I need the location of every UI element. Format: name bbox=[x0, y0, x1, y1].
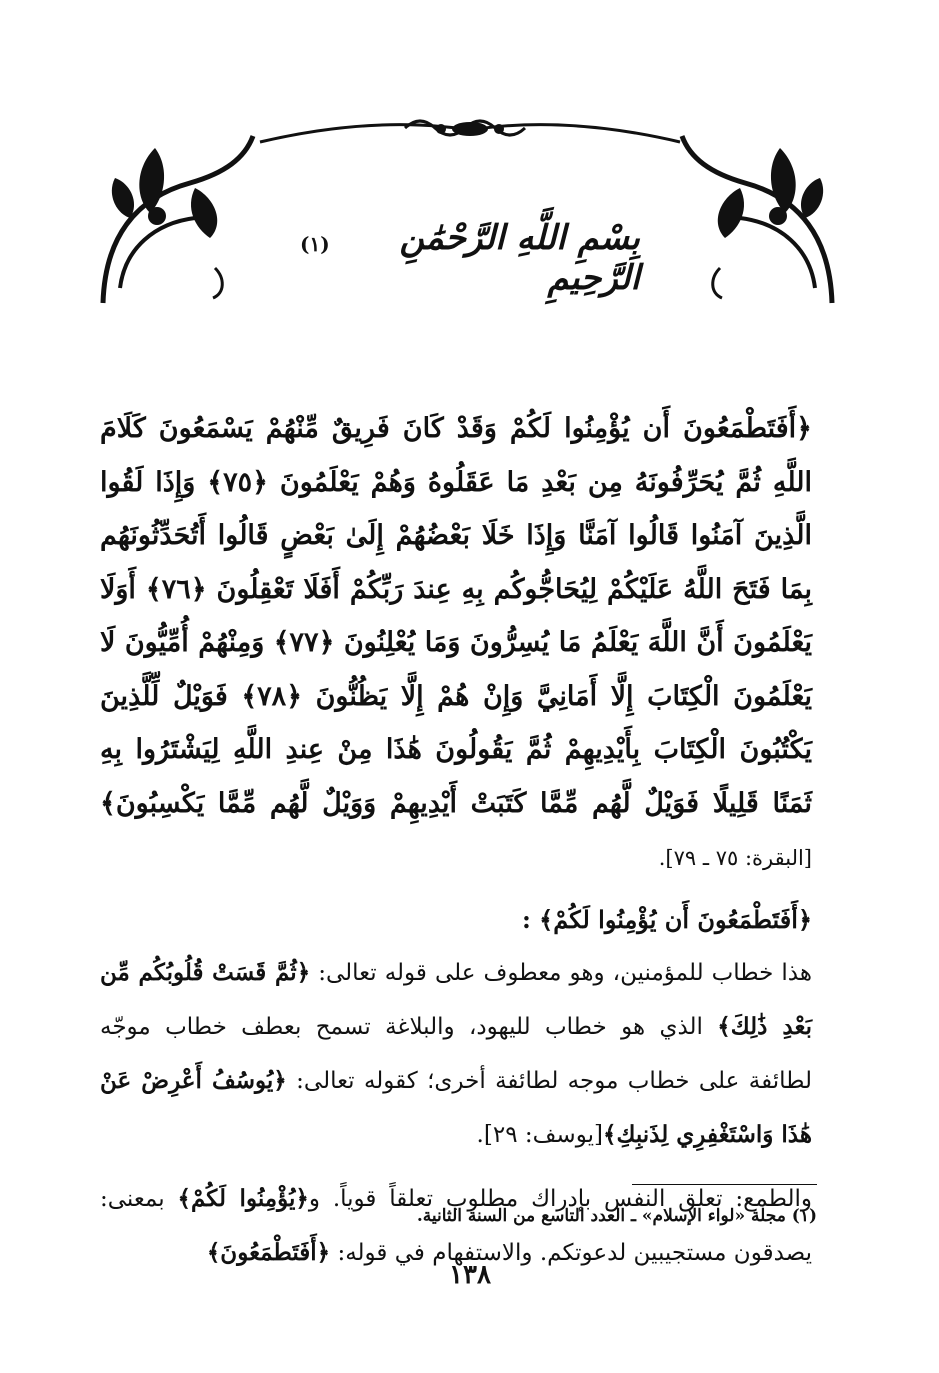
para2-text-1: والطمع: تعلق النفس بإدراك مطلوب تعلقاً قوياً. و bbox=[308, 1185, 812, 1212]
left-floral-ornament bbox=[95, 128, 260, 310]
basmala-text: بِسْمِ اللَّهِ الرَّحْمَٰنِ الرَّحِيمِ bbox=[399, 218, 640, 298]
quran-passage bbox=[100, 402, 812, 886]
para1-text-1: هذا خطاب للمؤمنين، وهو معطوف على قوله تعالى: bbox=[310, 959, 812, 986]
para1-quote-1: ﴿ثُمَّ قَسَتْ قُلُوبُكُم مِّن بَعْدِ ذَٰلِكَ﴾ bbox=[100, 958, 812, 1040]
top-scroll-ornament bbox=[255, 110, 685, 150]
right-floral-ornament bbox=[675, 128, 840, 310]
basmala-header bbox=[300, 218, 640, 298]
section-heading bbox=[100, 894, 812, 946]
passage-reference: [البقرة: ٧٥ ـ ٧٩]. bbox=[658, 846, 812, 870]
paragraph-1 bbox=[100, 946, 812, 1162]
footnote-separator bbox=[632, 1184, 817, 1185]
passage-open-bracket: ﴿ bbox=[796, 413, 812, 444]
heading-text: أَفَتَطْمَعُونَ أَن يُؤْمِنُوا لَكُمْ bbox=[553, 904, 798, 934]
para1-reference: [يوسف: ٢٩]. bbox=[476, 1121, 603, 1148]
para2-quote-2: ﴿أَفَتَطْمَعُونَ﴾ bbox=[206, 1238, 331, 1266]
heading-open-bracket: ﴿ bbox=[797, 904, 812, 934]
heading-close-bracket: ﴾ : bbox=[521, 904, 554, 934]
para1-text-2: الذي هو خطاب لليهود، والبلاغة تسمح بعطف خطاب موجّه لطائفة على خطاب موجه لطائفة أخرى؛ كقوله تعالى: bbox=[100, 1013, 813, 1094]
para2-quote-1: ﴿يُؤْمِنُوا لَكُمْ﴾ bbox=[177, 1184, 309, 1212]
basmala-footnote-marker: (١) bbox=[300, 232, 330, 256]
page-number: ١٣٨ bbox=[449, 1260, 491, 1290]
passage-close-bracket: ﴾ bbox=[100, 787, 116, 819]
para2-text-2: بمعنى: يصدقون مستجيبين لدعوتكم. والاستفهام في قوله: bbox=[100, 1185, 812, 1266]
page-body bbox=[100, 402, 812, 1280]
passage-text: أَفَتَطْمَعُونَ أَن يُؤْمِنُوا لَكُمْ وَقَدْ كَانَ فَرِيقٌ مِّنْهُمْ يَسْمَعُونَ كَلَامَ اللَّهِ ثُمَّ يُحَرِّفُونَهُ مِن بَعْدِ مَا عَقَلُوهُ وَهُمْ يَعْلَمُونَ ﴿٧٥﴾ وَإِذَا لَقُوا الَّذِينَ آمَنُوا قَالُوا آمَنَّا وَإِذَا خَلَا بَعْضُهُمْ إِلَىٰ بَعْضٍ قَالُوا أَتُحَدِّثُونَهُم بِمَا فَتَحَ اللَّهُ عَلَيْكُمْ لِيُحَاجُّوكُم بِهِ عِندَ رَبِّكُمْ أَفَلَا تَعْقِلُونَ ﴿٧٦﴾ أَوَلَا يَعْلَمُونَ أَنَّ اللَّهَ يَعْلَمُ مَا يُسِرُّونَ وَمَا يُعْلِنُونَ ﴿٧٧﴾ وَمِنْهُمْ أُمِّيُّونَ لَا يَعْلَمُونَ الْكِتَابَ إِلَّا أَمَانِيَّ وَإِنْ هُمْ إِلَّا يَظُنُّونَ ﴿٧٨﴾ فَوَيْلٌ لِّلَّذِينَ يَكْتُبُونَ الْكِتَابَ بِأَيْدِيهِمْ ثُمَّ يَقُولُونَ هَٰذَا مِنْ عِندِ اللَّهِ لِيَشْتَرُوا بِهِ ثَمَنًا قَلِيلًا فَوَيْلٌ لَّهُم مِّمَّا كَتَبَتْ أَيْدِيهِمْ وَوَيْلٌ لَّهُم مِّمَّا يَكْسِبُونَ bbox=[100, 413, 812, 819]
footnote: (١) مجلة «لواء الإسلام» ـ العدد التاسع من السنة الثانية. bbox=[416, 1206, 817, 1226]
para1-quote-2: ﴿يُوسُفُ أَعْرِضْ عَنْ هَٰذَا وَاسْتَغْفِرِي لِذَنبِكِ﴾ bbox=[100, 1066, 812, 1148]
